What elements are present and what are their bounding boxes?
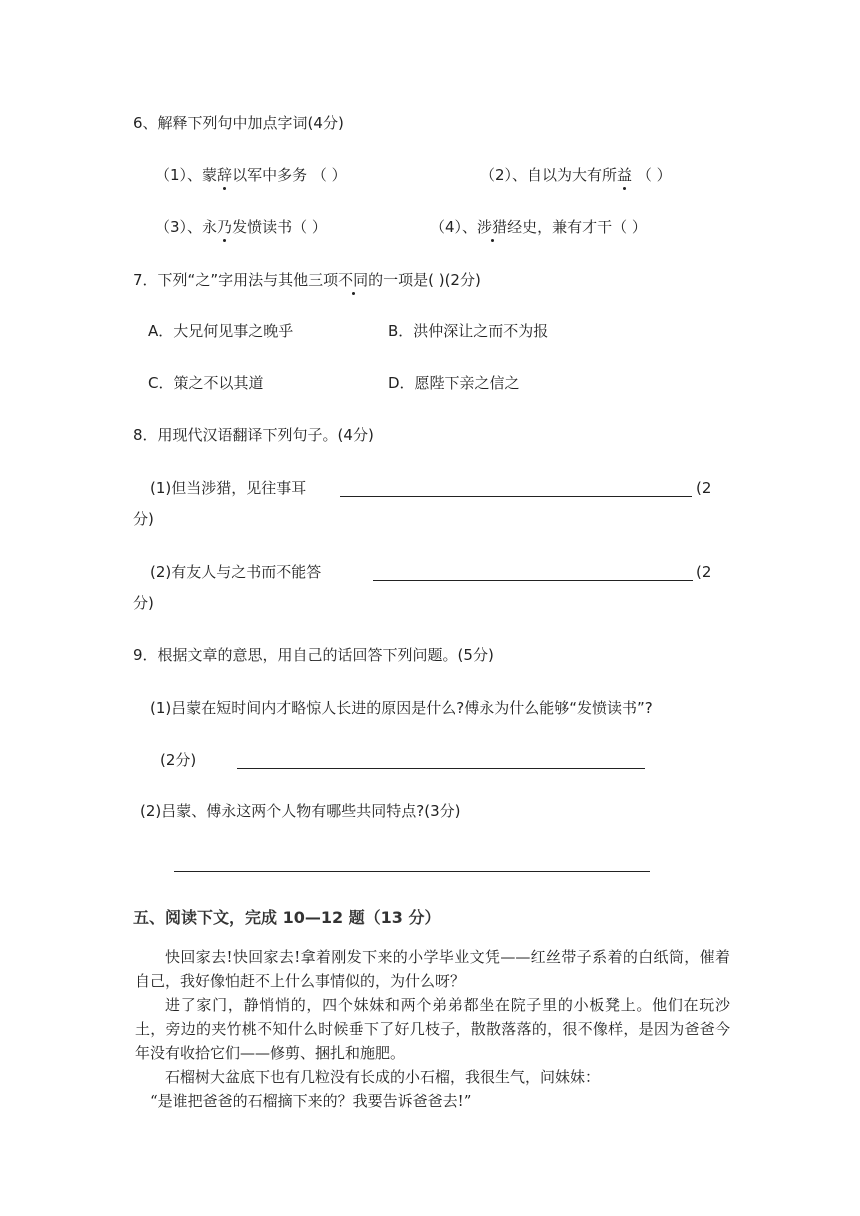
- q9-sub1: (1)吕蒙在短时间内才略惊人长进的原因是什么?傅永为什么能够“发愤读书”?: [150, 699, 653, 717]
- q6-item-1-dotted: 辞: [217, 166, 233, 184]
- q6-item-2-dotted: 益: [617, 166, 633, 184]
- q6-item-2-post: （ ）: [632, 166, 672, 184]
- q6-item-4: [430, 216, 647, 238]
- q6-item-1: [155, 164, 347, 186]
- q6-item-2: [480, 164, 672, 186]
- q6-item-4-dotted: 涉猎: [477, 218, 508, 236]
- passage-paragraph-2: 进了家门，静悄悄的，四个妹妹和两个弟弟都坐在院子里的小板凳上。他们在玩沙土，旁边的夹竹桃不知什么时候垂下了好几枝子，散散落落的，很不像样，是因为爸爸今年没有收拾它们——修剪、捆扎和施肥。: [135, 996, 730, 1062]
- q8-item-1-score-b: 分): [133, 510, 154, 528]
- q8-item-2-text: (2)有友人与之书而不能答: [150, 563, 322, 581]
- q6-item-2-pre: （2）、自以为大有所: [480, 166, 618, 184]
- q8-item-1-score-a: (2: [696, 479, 712, 497]
- q6-title: 6、解释下列句中加点字词(4分): [133, 114, 344, 132]
- q7-title: [133, 269, 481, 291]
- q6-item-3-dotted: 乃: [217, 218, 233, 236]
- q8-item-1-answer-line[interactable]: [340, 496, 692, 497]
- q8-item-2-score-a: (2: [696, 563, 712, 581]
- passage-paragraph-1: 快回家去!快回家去!拿着刚发下来的小学毕业文凭——红丝带子系着的白纸筒，催着自己，我好像怕赶不上什么事情似的，为什么呀？: [135, 948, 730, 990]
- q8-item-2-answer-line[interactable]: [373, 580, 693, 581]
- q8-item-1-text: (1)但当涉猎，见往事耳: [150, 479, 307, 497]
- q7-option-a: A．大兄何见事之晚乎: [148, 322, 294, 340]
- q9-sub2: (2)吕蒙、傅永这两个人物有哪些共同特点?(3分): [140, 802, 461, 820]
- section-5-title: 五、阅读下文，完成 10—12 题（13 分）: [133, 908, 441, 927]
- q8-item-2-score-b: 分): [133, 594, 154, 612]
- q6-item-3: [155, 216, 327, 238]
- q6-item-3-pre: （3）、永: [155, 218, 218, 236]
- q6-item-3-post: 发愤读书（ ）: [232, 218, 327, 236]
- q7-option-b: B．洪仲深让之而不为报: [388, 322, 549, 340]
- q9-title: 9．根据文章的意思，用自己的话回答下列问题。(5分): [133, 646, 494, 664]
- passage-paragraph-3: 石榴树大盆底下也有几粒没有长成的小石榴，我很生气，问妹妹：: [165, 1068, 601, 1086]
- passage-paragraph-4: “是谁把爸爸的石榴摘下来的？我要告诉爸爸去!”: [150, 1092, 472, 1110]
- q6-item-1-pre: （1）、蒙: [155, 166, 218, 184]
- q9-sub1-answer-line[interactable]: [237, 768, 645, 769]
- q9-sub2-answer-line[interactable]: [174, 871, 650, 872]
- q6-item-1-post: 以军中多务 （ ）: [232, 166, 347, 184]
- q7-option-c: C．策之不以其道: [148, 374, 264, 392]
- q7-title-dotted: 不同: [338, 271, 369, 289]
- q7-title-pre: 7．下列“之”字用法与其他三项: [133, 271, 339, 289]
- q7-option-d: D．愿陛下亲之信之: [388, 374, 520, 392]
- reading-passage: [135, 945, 730, 1113]
- q8-title: 8．用现代汉语翻译下列句子。(4分): [133, 426, 374, 444]
- q6-item-4-pre: （4）、: [430, 218, 478, 236]
- q9-sub1-score: (2分): [160, 751, 197, 769]
- q6-item-4-post: 经史，兼有才干（ ）: [507, 218, 647, 236]
- q7-title-post: 的一项是( )(2分): [368, 271, 481, 289]
